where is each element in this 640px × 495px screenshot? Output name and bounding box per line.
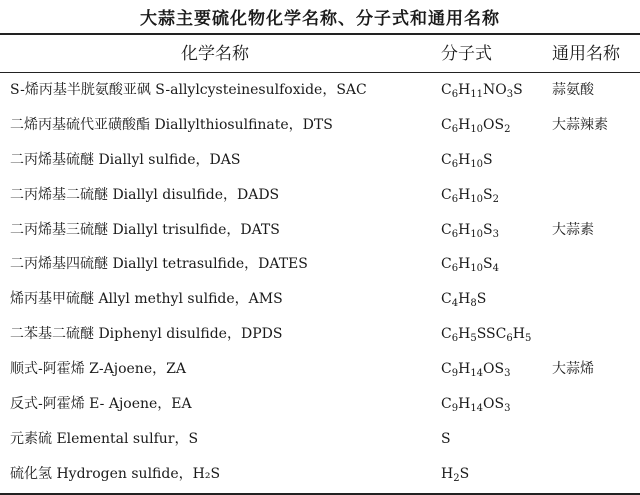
table-row	[0, 178, 640, 213]
table-row	[0, 108, 640, 143]
chemical-name-cell: 顺式-阿霍烯 Z-Ajoene，ZA	[10, 361, 186, 378]
table-row	[0, 352, 640, 387]
formula-cell: $C_6H_{10}OS_2$	[441, 116, 511, 135]
formula-cell: S	[441, 430, 451, 447]
header-formula: 分子式	[441, 44, 492, 64]
formula-cell: $C_6H_{10}S$	[441, 151, 493, 170]
chemical-name-cell: 二烯丙基硫代亚磺酸酯 Diallylthiosulfinate，DTS	[10, 116, 333, 133]
chemical-name-cell: 烯丙基甲硫醚 Allyl methyl sulfide，AMS	[10, 291, 283, 308]
table-row	[0, 387, 640, 422]
table-title: 大蒜主要硫化物化学名称、分子式和通用名称	[140, 9, 500, 29]
common-name-cell: 大蒜素	[552, 221, 594, 238]
chemical-name-cell: 二丙烯基三硫醚 Diallyl trisulfide，DATS	[10, 221, 280, 238]
chemical-name-cell: S-烯丙基半胱氨酸亚砜 S-allylcysteinesulfoxide，SAC	[10, 82, 367, 98]
table-row	[0, 282, 640, 317]
table-row	[0, 73, 640, 108]
formula-cell: $C_6H_{11}NO_3S$	[441, 82, 523, 100]
top-rule	[0, 33, 640, 35]
chemical-name-cell: 二丙烯基四硫醚 Diallyl tetrasulfide，DATES	[10, 256, 308, 273]
formula-cell: $C_6H_{10}S_2$	[441, 186, 500, 205]
formula-cell: $H_2S$	[441, 465, 470, 484]
table-row	[0, 317, 640, 352]
common-name-cell: 大蒜烯	[552, 361, 594, 378]
formula-cell: $C_6H_5SSC_6H_5$	[441, 326, 532, 345]
formula-cell: $C_6H_{10}S_3$	[441, 221, 500, 240]
table-row	[0, 422, 640, 457]
common-name-cell: 蒜氨酸	[552, 82, 594, 98]
table-row	[0, 213, 640, 248]
chemical-name-cell: 元素硫 Elemental sulfur，S	[10, 430, 199, 447]
common-name-cell: 大蒜辣素	[552, 116, 608, 133]
header-common-name: 通用名称	[552, 44, 620, 64]
header-chemical-name: 化学名称	[181, 44, 249, 64]
table-row	[0, 247, 640, 282]
formula-cell: $C_4H_8S$	[441, 291, 487, 310]
chemical-name-cell: 二丙烯基硫醚 Diallyl sulfide，DAS	[10, 151, 241, 168]
formula-cell: $C_9H_{14}OS_3$	[441, 396, 511, 415]
table-row	[0, 457, 640, 492]
chemical-name-cell: 反式-阿霍烯 E- Ajoene，EA	[10, 396, 192, 413]
formula-cell: $C_9H_{14}OS_3$	[441, 361, 511, 380]
chemical-name-cell: 硫化氢 Hydrogen sulfide，H₂S	[10, 465, 221, 482]
table-body	[0, 73, 640, 492]
chemical-name-cell: 二苯基二硫醚 Diphenyl disulfide，DPDS	[10, 326, 283, 343]
formula-cell: $C_6H_{10}S_4$	[441, 256, 500, 275]
chemical-name-cell: 二丙烯基二硫醚 Diallyl disulfide，DADS	[10, 186, 280, 203]
table-row	[0, 143, 640, 178]
